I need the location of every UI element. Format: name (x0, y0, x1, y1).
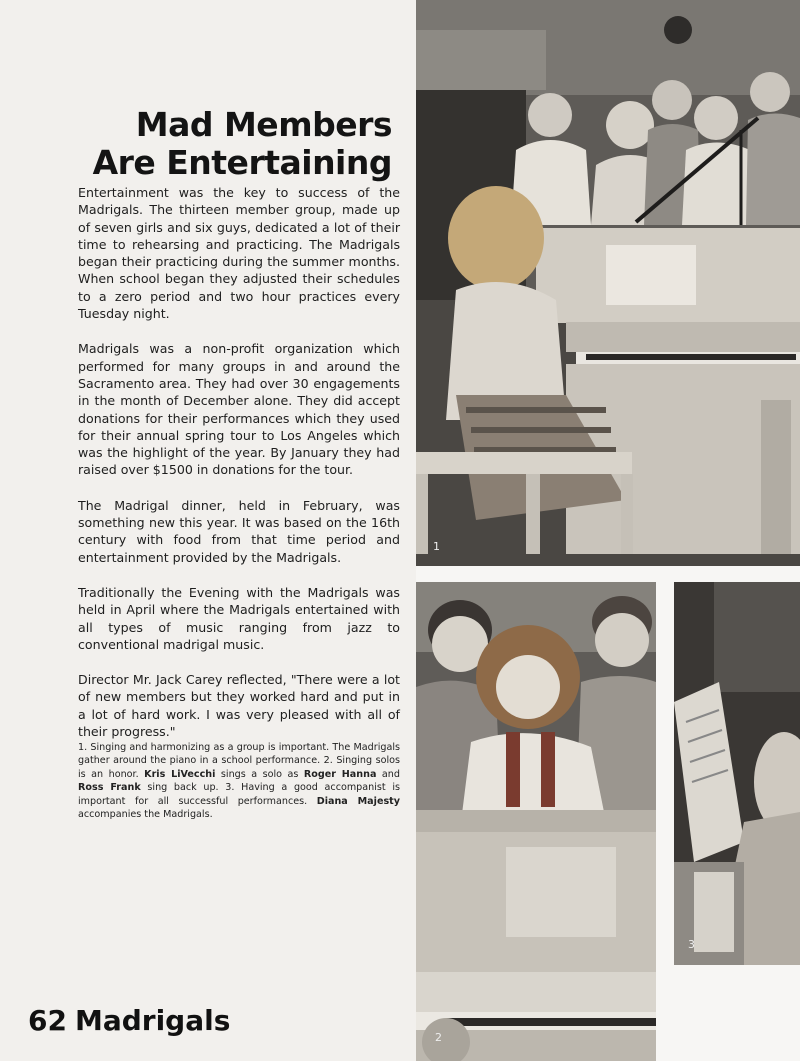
photo-gutter (416, 566, 800, 582)
headline-line-2: Are Entertaining (92, 143, 392, 182)
caption-text: and (376, 768, 400, 780)
photo-accompanist-image (674, 582, 800, 965)
caption-text: 1. Singing and harmonizing as a group is important. The Madrigals gather around the piano in a school performance. 2. Singing solos is an honor. (78, 742, 400, 780)
photo-group-at-piano-image (416, 0, 800, 566)
caption-text: sings a solo as (215, 768, 304, 780)
photo-gutter (656, 582, 674, 1061)
paragraph: Director Mr. Jack Carey reflected, "There were a lot of new members but they worked hard and put in a lot of hard work. I was very pleased with all of their progress." (78, 672, 400, 740)
page-folio (28, 1004, 230, 1037)
section-name: Madrigals (74, 1004, 231, 1037)
caption-name: Ross Frank (78, 782, 141, 794)
page-number: 62 (28, 1004, 67, 1037)
paragraph: Madrigals was a non-profit organization which performed for many groups in and around the Sacramento area. They had over 30 engagements in the month of December alone. They did accept donations for their performances which they used for their annual spring tour to Los Angeles which was the highlight of the year. By January they had raised over $1500 in donations for the tour. (78, 341, 400, 478)
photo-accompanist (674, 582, 800, 965)
photo-group-at-piano (416, 0, 800, 566)
photo-number: 3 (688, 938, 695, 951)
paragraph: The Madrigal dinner, held in February, was something new this year. It was based on the 16th century with food from that time period and entertainment provided by the Madrigals. (78, 497, 400, 565)
caption-name: Roger Hanna (303, 768, 377, 780)
paragraph: Entertainment was the key to success of the Madrigals. The thirteen member group, made up of seven girls and six guys, dedicated a lot of their time to rehearsing and practicing. The Madrigals began their practicing during the summer months. When school began they adjusted their schedules to a zero period and two hour practices every Tuesday night. (78, 185, 400, 322)
photo-solo-singers (416, 582, 656, 1061)
page-headline (62, 106, 392, 182)
caption-name: Diana Majesty (316, 795, 400, 807)
headline-line-1: Mad Members (135, 105, 392, 144)
photo-number: 2 (435, 1031, 442, 1044)
photo-solo-singers-image (416, 582, 656, 1061)
photo-number: 1 (433, 540, 440, 553)
article-body (78, 184, 400, 758)
caption-text: accompanies the Madrigals. (78, 809, 213, 821)
caption-name: Kris LiVecchi (144, 768, 216, 780)
photo-caption (78, 741, 400, 821)
paragraph: Traditionally the Evening with the Madrigals was held in April where the Madrigals entertained with all types of music ranging from jazz to conventional madrigal music. (78, 584, 400, 652)
photo-gutter (674, 965, 800, 1061)
caption-text: sing back up. 3. Having a good accompanist is important for all successful performances. (78, 782, 400, 807)
